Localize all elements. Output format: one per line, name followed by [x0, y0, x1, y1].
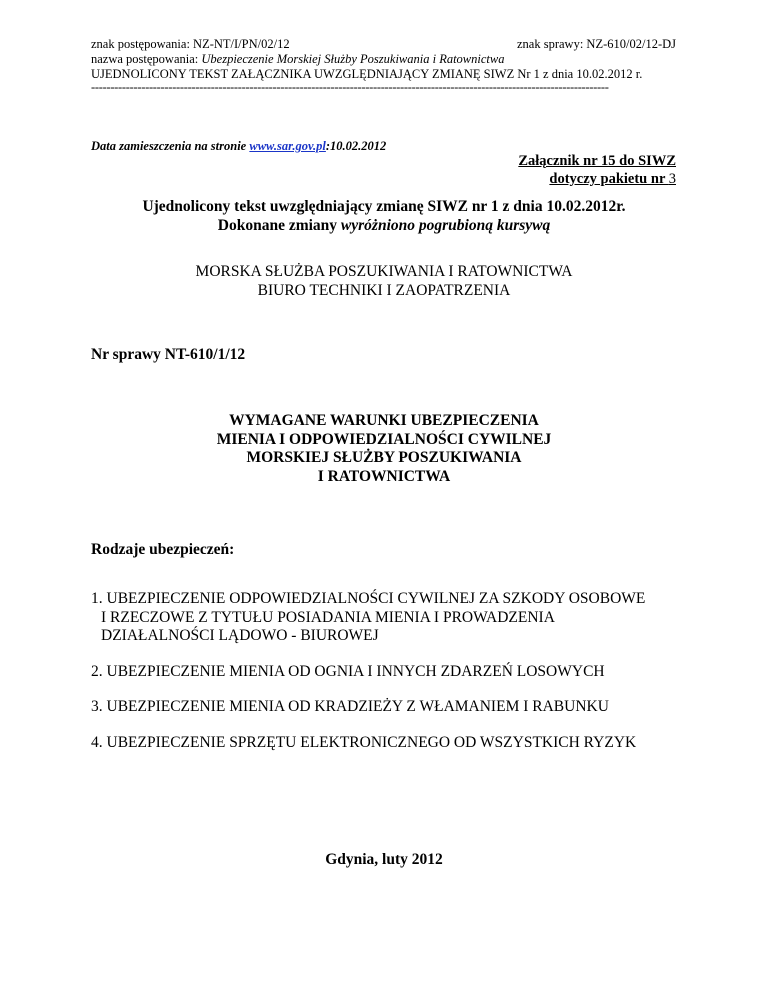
- organization-name: [0, 262, 768, 300]
- case-marker-left: znak postępowania: NZ-NT/I/PN/02/12: [91, 37, 290, 51]
- organization-line2: BIURO TECHNIKI I ZAOPATRZENIA: [257, 282, 511, 299]
- document-main-title: [0, 412, 768, 486]
- consolidated-text-note: UJEDNOLICONY TEKST ZAŁĄCZNIKA UWZGLĘDNIAJĄCY ZMIANĘ SIWZ Nr 1 z dnia 10.02.2012 r.: [91, 67, 643, 81]
- package-number: 3: [668, 171, 676, 187]
- case-marker-right: znak sprawy: NZ-610/02/12-DJ: [517, 37, 676, 51]
- header-case-markers: [91, 37, 676, 52]
- annex-number: Załącznik nr 15 do SIWZ: [518, 153, 676, 169]
- annex-label: [518, 152, 676, 188]
- header-divider: --------------------------------------------------------------------------------------------------------------------------------------: [91, 80, 609, 94]
- insurance-types-heading: Rodzaje ubezpieczeń:: [91, 541, 235, 558]
- website-link[interactable]: www.sar.gov.pl: [249, 139, 326, 153]
- main-title-line2: MIENIA I ODPOWIEDZIALNOŚCI CYWILNEJ: [216, 430, 552, 448]
- change-title: [0, 197, 768, 235]
- annex-package: dotyczy pakietu nr 3: [549, 171, 676, 187]
- list-item: 4. UBEZPIECZENIE SPRZĘTU ELEKTRONICZNEGO OD WSZYSTKICH RYZYK: [91, 733, 637, 751]
- change-title-line1: Ujednolicony tekst uwzględniający zmianę SIWZ nr 1 z dnia 10.02.2012r.: [142, 198, 626, 215]
- place-and-date: Gdynia, luty 2012: [325, 851, 443, 868]
- list-item: 2. UBEZPIECZENIE MIENIA OD OGNIA I INNYCH ZDARZEŃ LOSOWYCH: [91, 662, 605, 680]
- procedure-name-label: nazwa postępowania:: [91, 52, 202, 66]
- list-item: 1. UBEZPIECZENIE ODPOWIEDZIALNOŚCI CYWILNEJ ZA SZKODY OSOBOWE I RZECZOWE Z TYTUŁU POSIADANIA MIENIA I PROWADZENIA DZIAŁALNOŚCI LĄDOWO - BIUROWEJ: [91, 590, 646, 644]
- change-title-italic: wyróżniono pogrubioną kursywą: [340, 217, 551, 234]
- main-title-line4: I RATOWNICTWA: [317, 467, 451, 485]
- case-number: Nr sprawy NT-610/1/12: [91, 346, 246, 363]
- main-title-line1: WYMAGANE WARUNKI UBEZPIECZENIA: [229, 412, 539, 429]
- publication-date: [91, 139, 386, 154]
- change-title-line2: Dokonane zmiany wyróżniono pogrubioną kursywą: [217, 217, 551, 234]
- publication-date-value: :10.02.2012: [325, 139, 387, 153]
- procedure-name-value: Ubezpieczenie Morskiej Służby Poszukiwania i Ratownictwa: [201, 52, 505, 66]
- insurance-types-list: [91, 590, 691, 769]
- main-title-line3: MORSKIEJ SŁUŻBY POSZUKIWANIA: [246, 449, 522, 466]
- publication-label: Data zamieszczenia na stronie: [91, 139, 250, 153]
- list-item: 3. UBEZPIECZENIE MIENIA OD KRADZIEŻY Z WŁAMANIEM I RABUNKU: [91, 698, 609, 715]
- procedure-name: [91, 52, 504, 67]
- organization-line1: MORSKA SŁUŻBA POSZUKIWANIA I RATOWNICTWA: [195, 263, 573, 280]
